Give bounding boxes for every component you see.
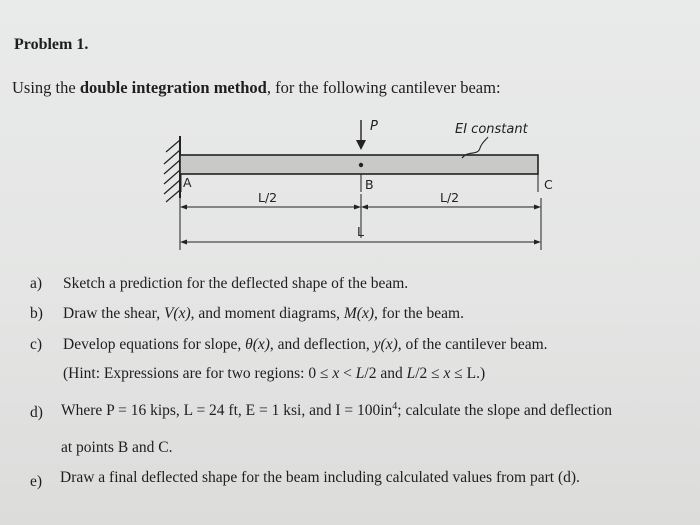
dim-arrow-b-right: [361, 205, 368, 210]
dim-total-arrow-left: [180, 240, 187, 245]
intro-suffix: , for the following cantilever beam:: [266, 78, 501, 97]
question-b-label: b): [30, 305, 43, 322]
question-d-text-line2: at points B and C.: [61, 439, 173, 456]
dim-arrow-b-left: [354, 205, 361, 210]
dim-left-label: L/2: [258, 190, 278, 205]
exponent: 4: [392, 401, 398, 412]
slope-function: θ(x): [245, 336, 270, 353]
moment-function: M(x): [343, 305, 374, 322]
ei-constant-label: EI constant: [455, 122, 528, 137]
deflection-function: y(x): [373, 336, 398, 353]
hint-var-3: L: [406, 365, 416, 382]
question-a-label: a): [30, 275, 43, 292]
question-c-text: [63, 336, 548, 354]
intro-method: double integration method: [79, 78, 267, 97]
cantilever-beam-diagram: [150, 110, 570, 260]
question-b-text: [63, 305, 464, 323]
load-arrow-head: [356, 140, 366, 150]
dim-total-label: L: [357, 224, 364, 239]
problem-title: Problem 1.: [14, 36, 89, 53]
question-e-text: Draw a final deflected shape for the beam including calculated values from part (d).: [60, 469, 580, 486]
question-b-part-2: , and moment diagrams,: [190, 305, 344, 322]
intro-prefix: Using the: [12, 78, 76, 97]
hint-var-4: x: [443, 365, 451, 382]
question-e-label: e): [30, 473, 43, 490]
dim-right-label: L/2: [440, 190, 460, 205]
hint-var-2: L: [355, 365, 365, 382]
question-d-text: [61, 401, 612, 420]
hint-var-1: x: [332, 365, 340, 382]
hint-part-3: /2 and: [364, 365, 407, 382]
hint-part-2: <: [339, 365, 356, 382]
dim-total-arrow-right: [534, 240, 541, 245]
question-c-label: c): [30, 336, 43, 353]
question-d-part-1: Where P = 16 kips, L = 24 ft, E = 1 ksi, and I = 100in: [61, 402, 393, 420]
hint-part-5: ≤ L.): [450, 365, 486, 382]
point-c-label: C: [544, 177, 553, 192]
point-b-label: B: [365, 177, 374, 192]
problem-intro: [12, 78, 501, 98]
question-b-part-1: Draw the shear,: [63, 305, 164, 322]
dim-arrow-c: [534, 205, 541, 210]
question-c-hint: [63, 365, 485, 383]
question-d-label: d): [30, 404, 43, 421]
fixed-support-hatching: [164, 140, 180, 202]
point-a-label: A: [183, 175, 192, 190]
dim-arrow-a: [180, 205, 187, 210]
question-c-part-3: , of the cantilever beam.: [397, 336, 548, 353]
question-c-part-2: , and deflection,: [269, 336, 374, 353]
question-a-text: Sketch a prediction for the deflected shape of the beam.: [63, 275, 409, 292]
hint-part-4: /2 ≤: [415, 365, 444, 382]
hint-part-1: (Hint: Expressions are for two regions: 0 ≤: [63, 365, 333, 382]
shear-function: V(x): [163, 305, 191, 322]
question-d-part-2: ; calculate the slope and deflection: [397, 402, 613, 420]
question-c-part-1: Develop equations for slope,: [63, 336, 246, 353]
point-b-marker: [359, 163, 363, 167]
load-label: P: [370, 119, 378, 134]
question-b-part-3: , for the beam.: [374, 305, 464, 322]
